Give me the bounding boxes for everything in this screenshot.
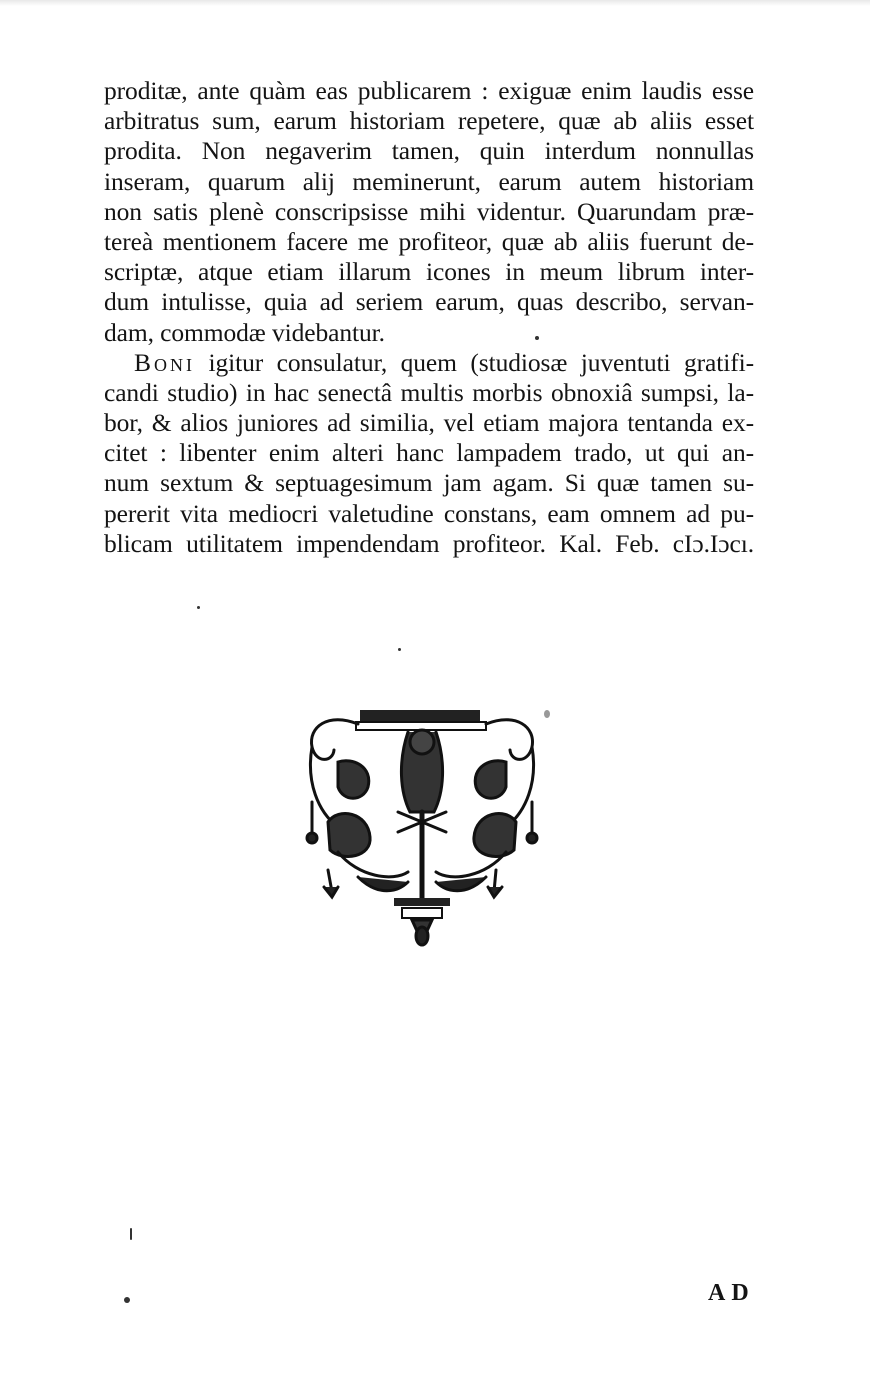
- page-top-edge: [0, 0, 870, 6]
- ink-speck: [197, 606, 200, 609]
- ink-speck: [124, 1297, 130, 1303]
- text-line: num sextum & septuagesimum jam agam. Si quæ tamen su-: [104, 468, 754, 498]
- text-line: candi studio) in hac senectâ multis morbis obnoxiâ sumpsi, la-: [104, 377, 754, 407]
- paragraph-2-first-rest: igitur consulatur, quem (studiosæ juventuti gratifi-: [195, 347, 754, 377]
- text-line: arbitratus sum, earum historiam repetere, quæ ab aliis esset: [104, 106, 754, 136]
- text-line: citet : libenter enim alteri hanc lampadem trado, ut qui an-: [104, 438, 754, 468]
- text-line: blicam utilitatem impendendam profiteor. Kal. Feb. cIɔ.Iɔcı.: [104, 528, 754, 558]
- paragraph-lead-word: Boni: [134, 347, 196, 377]
- text-line: pererit vita mediocri valetudine constans, eam omnem ad pu-: [104, 498, 754, 528]
- text-line: tereà mentionem facere me profiteor, quæ ab aliis fuerunt de-: [104, 226, 754, 256]
- text-line: bor, & alios juniores ad similia, vel etiam majora tentanda ex-: [104, 408, 754, 438]
- text-line: dum intulisse, quia ad seriem earum, quas describo, servan-: [104, 287, 754, 317]
- body-text: [104, 76, 754, 559]
- paragraph-2-first-line: [104, 348, 754, 378]
- text-line: scriptæ, atque etiam illarum icones in meum librum inter-: [104, 257, 754, 287]
- text-line: dam, commodæ videbantur.: [104, 317, 385, 347]
- text-line: prodita. Non negaverim tamen, quin interdum nonnullas: [104, 136, 754, 166]
- grotesque-tailpiece-ornament-icon: [298, 702, 548, 952]
- ink-speck: [535, 336, 539, 340]
- text-line: proditæ, ante quàm eas publicarem : exiguæ enim laudis esse: [104, 76, 754, 105]
- ink-speck: [544, 710, 550, 718]
- text-line: inseram, quarum alij meminerunt, earum autem historiam: [104, 166, 754, 196]
- ink-speck: [398, 648, 401, 651]
- text-line: non satis plenè conscripsisse mihi videntur. Quarundam præ-: [104, 196, 754, 226]
- catchword: AD: [708, 1280, 755, 1306]
- ink-speck: [130, 1228, 132, 1240]
